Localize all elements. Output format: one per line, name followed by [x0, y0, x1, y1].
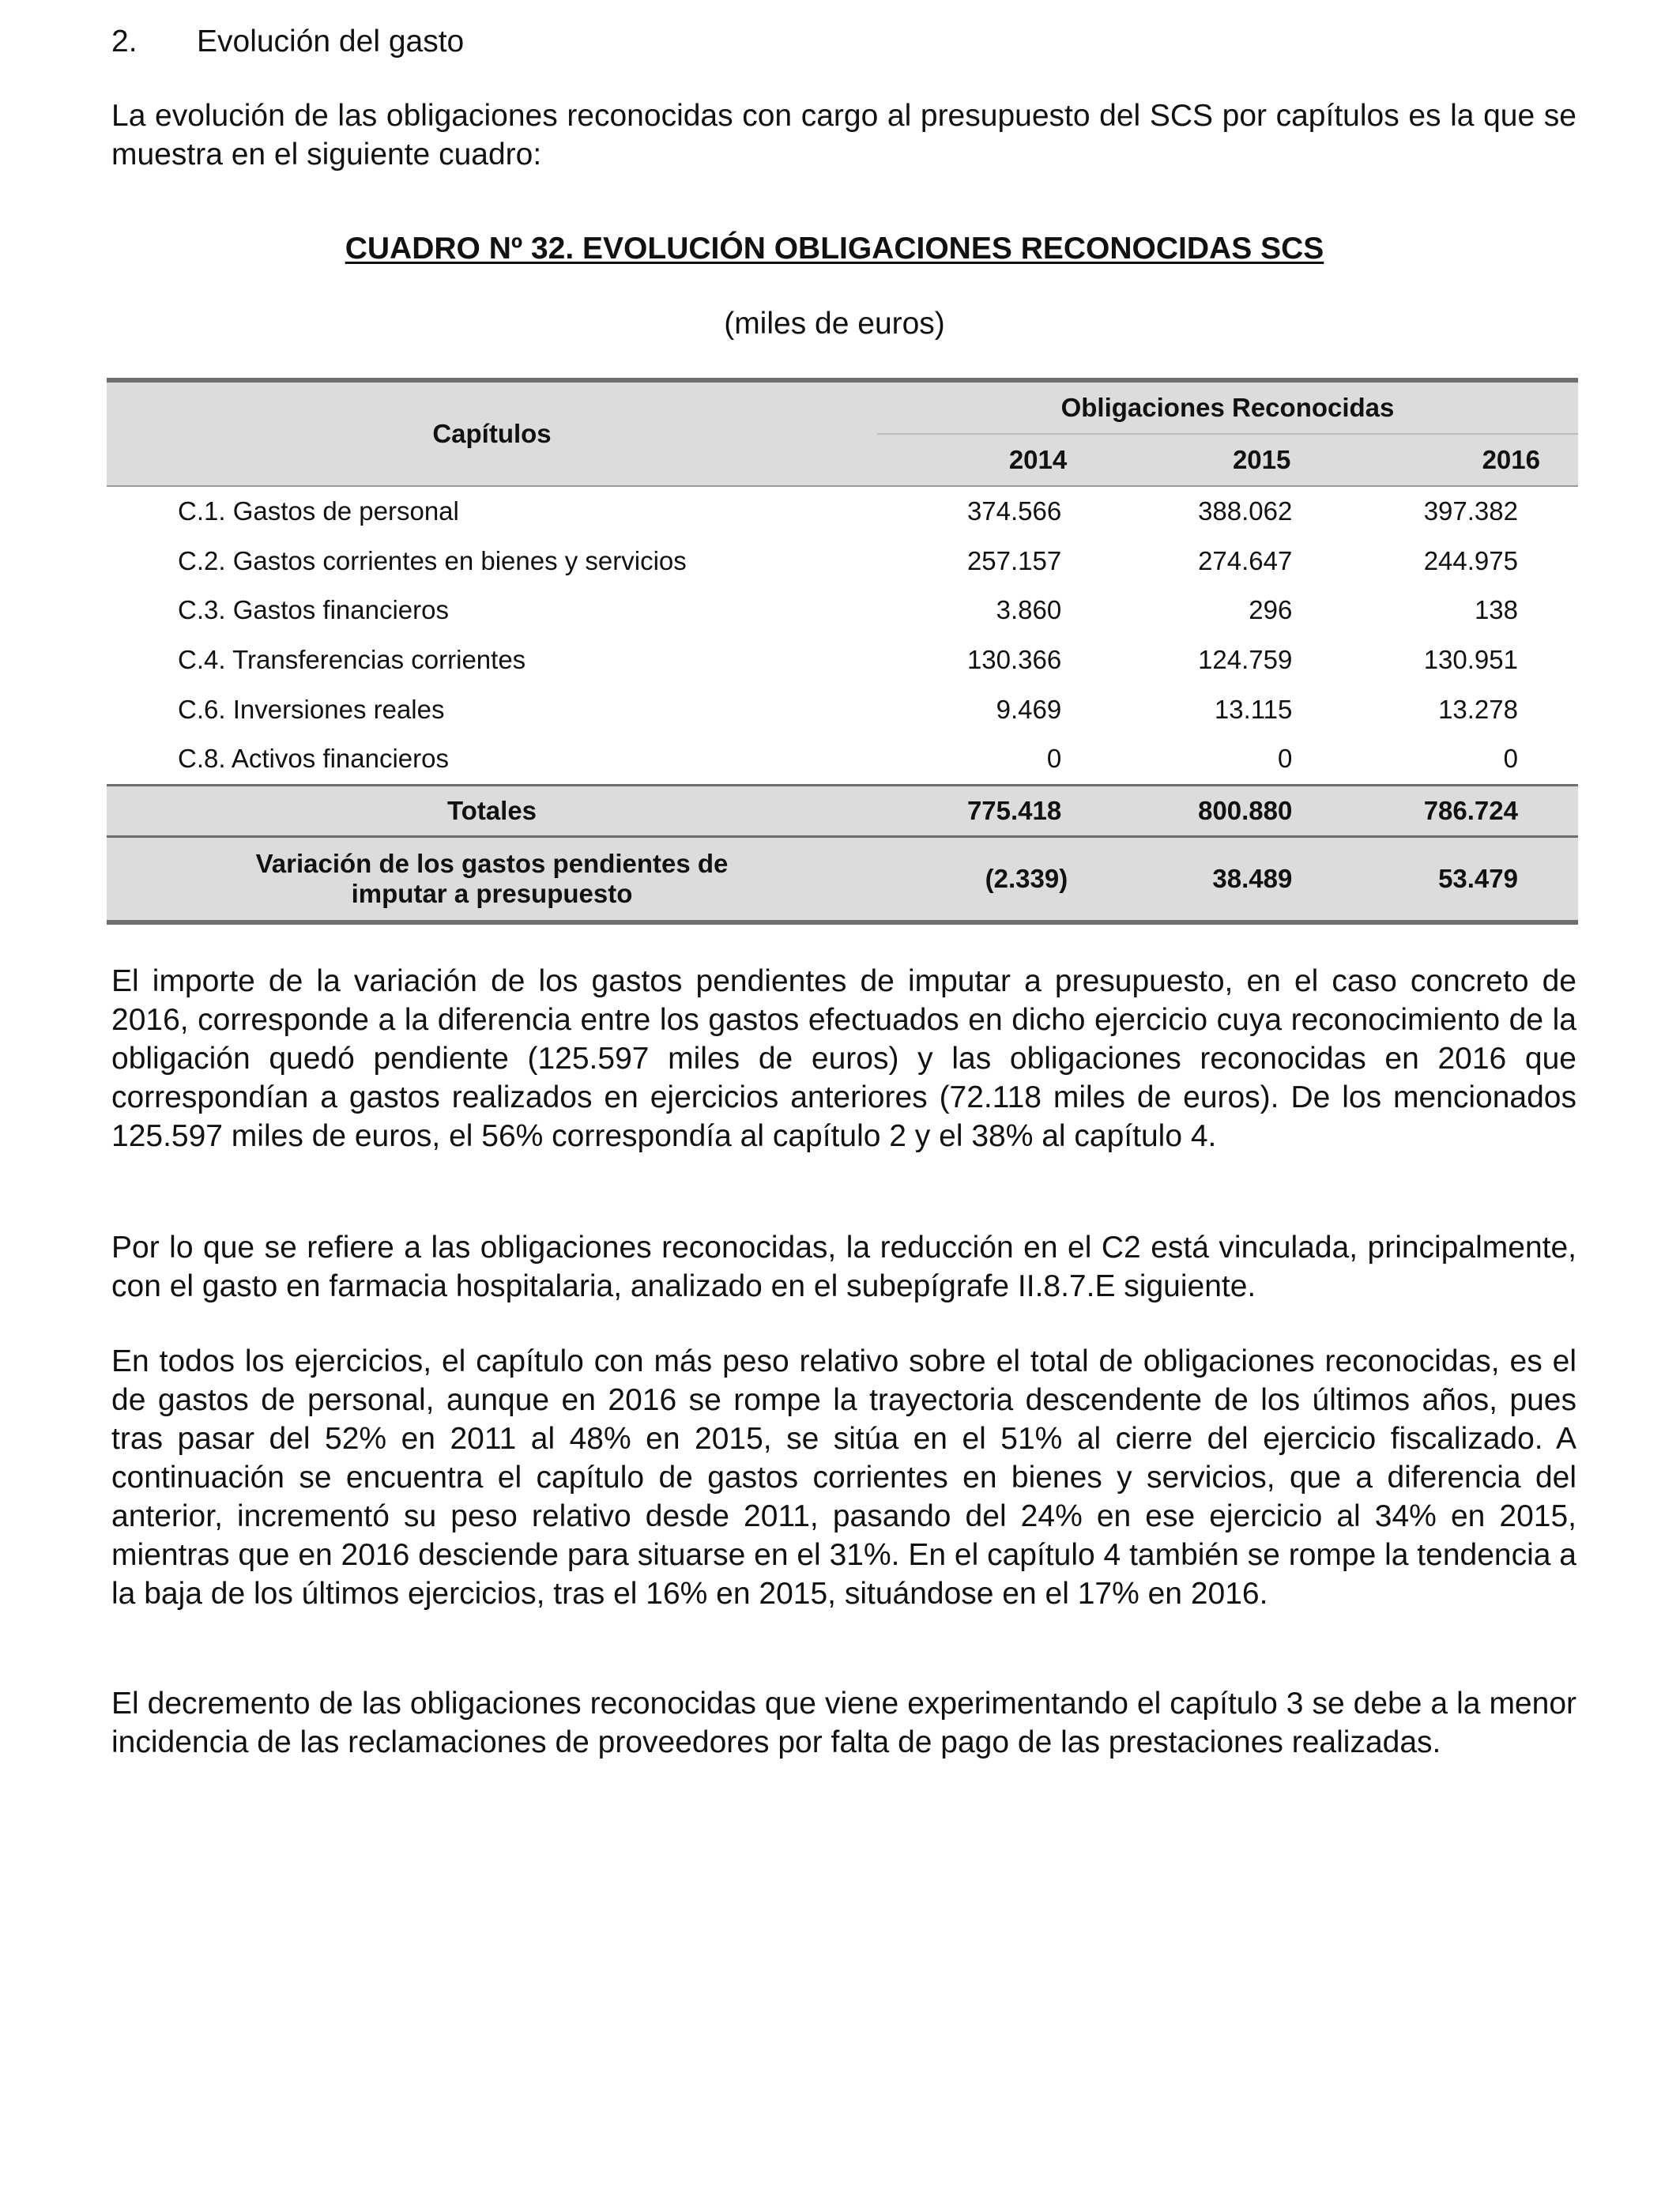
intro-paragraph: La evolución de las obligaciones reconocidas con cargo al presupuesto del SCS por capítulos es la que se muestra en el siguiente cuadro: [111, 99, 1576, 172]
paragraph-3: En todos los ejercicios, el capítulo con más peso relativo sobre el total de obligaciones reconocidas, es el de gastos de personal, aunque en 2016 se rompe la trayectoria descendente de los últimos años, pues tras pasar del 52% en 2011 al 48% en 2015, se sitúa en el 51% al cierre del ejercicio fiscalizado. A continuación se encuentra el capítulo de gastos corrientes en bienes y servicios, que a diferencia del anterior, incrementó su peso relativo desde 2011, pasando del 24% en ese ejercicio al 34% en 2015, mientras que en 2016 desciende para situarse en el 31%. En el capítulo 4 también se rompe la tendencia a la baja de los últimos ejercicios, tras el 16% en 2015, situándose en el 17% en 2016. [111, 1344, 1576, 1611]
totals-row [107, 785, 1578, 836]
cell-2014: 0 [1046, 744, 1062, 774]
cell-2015: 124.759 [1198, 645, 1293, 675]
table-row [107, 537, 1578, 586]
variation-2014: (2.339) [877, 836, 1118, 922]
row-label: C.2. Gastos corrientes en bienes y servicios [178, 545, 687, 575]
variation-row [107, 836, 1578, 922]
cell-2016: 13.278 [1438, 694, 1518, 724]
variation-2016: 53.479 [1332, 836, 1578, 922]
section-heading [111, 22, 464, 62]
paragraph-2: Por lo que se refiere a las obligaciones reconocidas, la reducción en el C2 está vinculada, principalmente, con el gasto en farmacia hospitalaria, analizado en el subepígrafe II.8.7.E siguiente. [111, 1231, 1576, 1303]
header-year-2014: 2014 [877, 434, 1118, 486]
cell-2015: 388.062 [1118, 486, 1332, 537]
paragraph-1: El importe de la variación de los gastos pendientes de imputar a presupuesto, en el caso concreto de 2016, corresponde a la diferencia entre los gastos efectuados en dicho ejercicio cuya reconocimiento de la obligación quedó pendiente (125.597 miles de euros) y las obligaciones reconocidas en 2016 que correspondían a gastos realizados en ejercicios anteriores (72.118 miles de euros). De los mencionados 125.597 miles de euros, el 56% correspondía al capítulo 2 y el 38% al capítulo 4. [111, 964, 1576, 1153]
cell-2014: 3.860 [996, 595, 1062, 625]
table-row [107, 586, 1578, 635]
cell-2016: 130.951 [1423, 645, 1518, 675]
cell-2014: 9.469 [996, 694, 1062, 724]
table-unit: (miles de euros) [724, 307, 945, 341]
variation-2015: 38.489 [1118, 836, 1332, 922]
cell-2015: 296 [1249, 595, 1293, 625]
row-label: C.1. Gastos de personal [107, 486, 877, 537]
totals-label: Totales [107, 785, 877, 836]
cell-2016: 138 [1474, 595, 1518, 625]
cell-2016: 397.382 [1332, 486, 1578, 537]
variation-label-line1: Variación de los gastos pendientes de [255, 848, 729, 878]
header-year-2016: 2016 [1332, 434, 1578, 486]
cell-2014: 130.366 [966, 645, 1062, 675]
table-row [107, 734, 1578, 785]
section-number: 2. [111, 25, 137, 58]
cell-2014: 257.157 [966, 545, 1062, 575]
paragraph-4: El decremento de las obligaciones reconocidas que viene experimentando el capítulo 3 se debe a la menor incidencia de las reclamaciones de proveedores por falta de pago de las prestaciones realizadas. [111, 1687, 1576, 1759]
row-label: C.4. Transferencias corrientes [178, 645, 526, 675]
section-title: Evolución del gasto [197, 25, 465, 58]
header-obligaciones: Obligaciones Reconocidas [877, 380, 1578, 434]
totals-2015: 800.880 [1118, 785, 1332, 836]
row-label: C.8. Activos financieros [178, 744, 449, 774]
variation-label-line2: imputar a presupuesto [351, 878, 633, 908]
row-label: C.6. Inversiones reales [178, 694, 445, 724]
obligations-table [107, 378, 1578, 925]
variation-label [107, 836, 877, 922]
cell-2016: 244.975 [1423, 545, 1518, 575]
totals-2016: 786.724 [1332, 785, 1578, 836]
table-row [107, 486, 1578, 537]
table-row [107, 684, 1578, 734]
cell-2015: 0 [1278, 744, 1293, 774]
header-year-2015: 2015 [1118, 434, 1332, 486]
cell-2015: 13.115 [1214, 694, 1293, 724]
table-row [107, 635, 1578, 685]
cell-2016: 0 [1503, 744, 1518, 774]
totals-2014: 775.418 [877, 785, 1118, 836]
cell-2014: 374.566 [877, 486, 1118, 537]
header-capitulos: Capítulos [107, 380, 877, 486]
row-label: C.3. Gastos financieros [178, 595, 449, 625]
table-title: CUADRO Nº 32. EVOLUCIÓN OBLIGACIONES RECONOCIDAS SCS [345, 232, 1324, 266]
cell-2015: 274.647 [1198, 545, 1293, 575]
